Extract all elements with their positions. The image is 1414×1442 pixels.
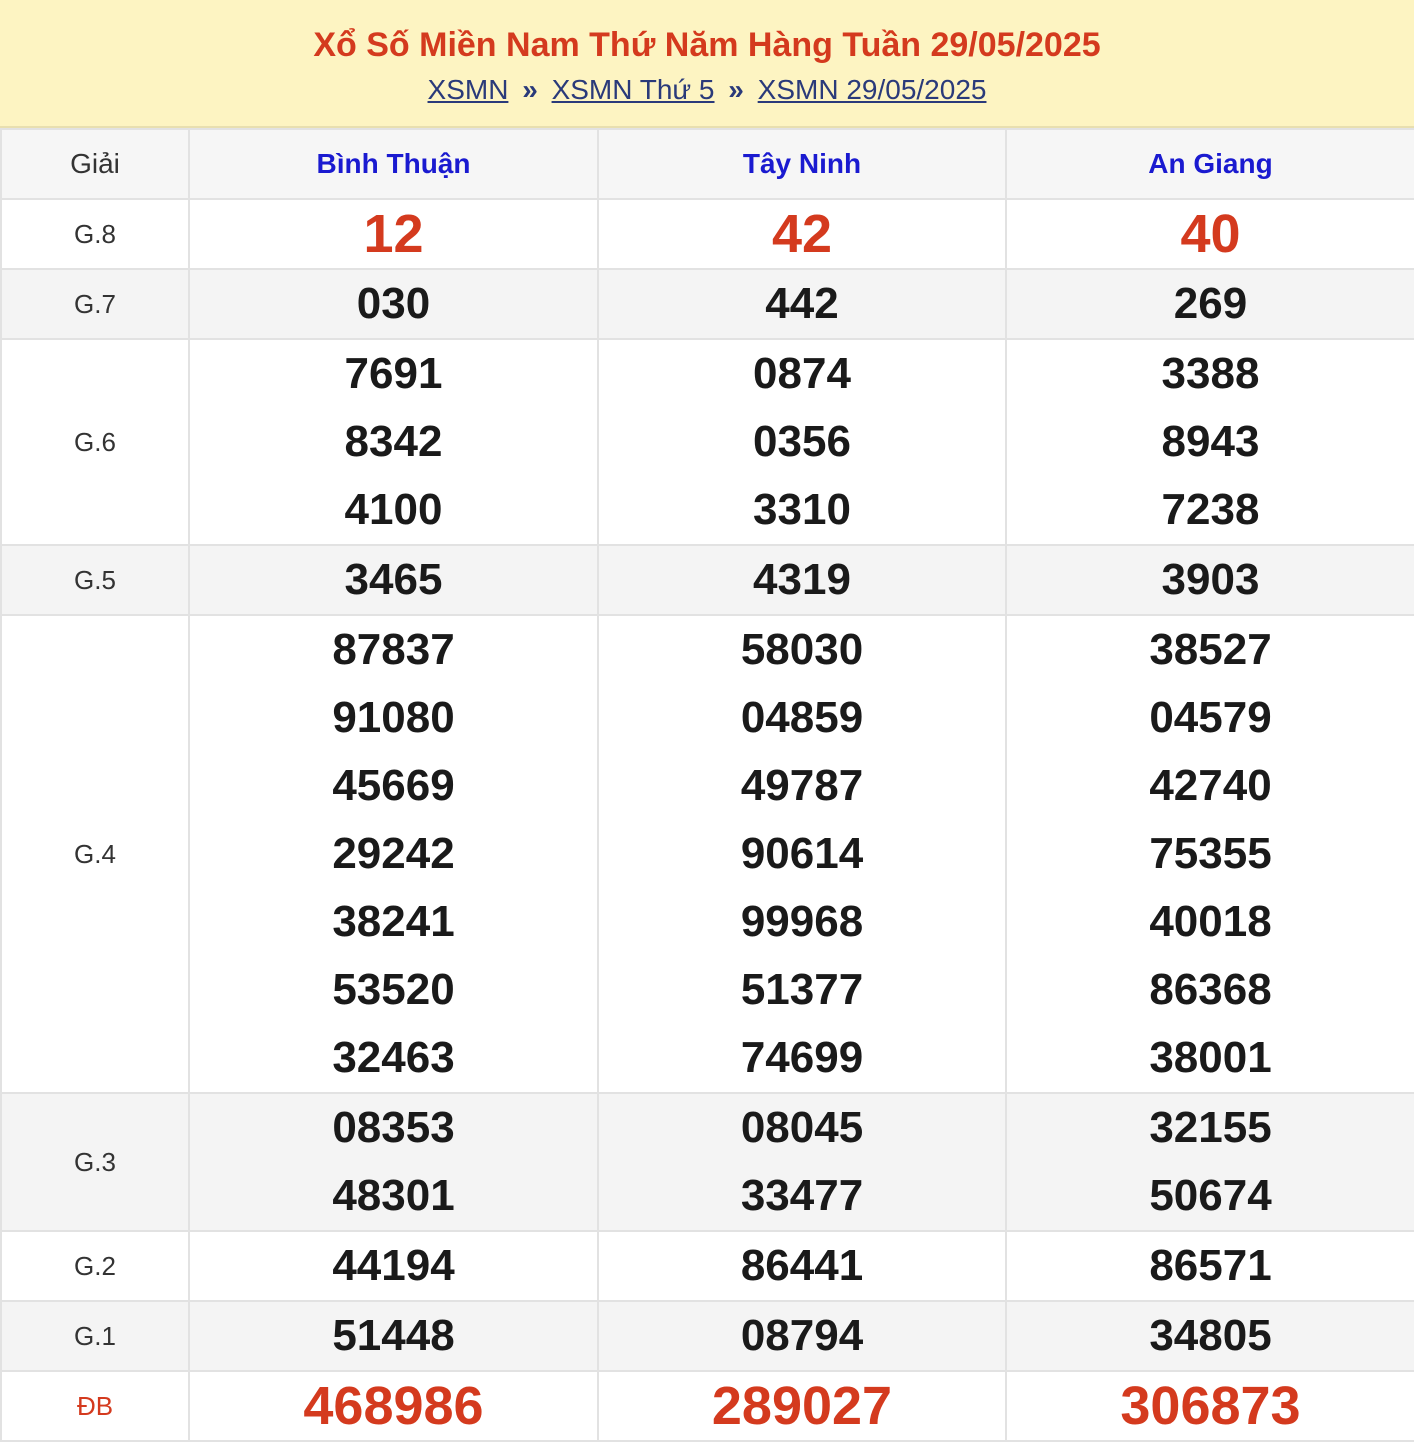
prize-number: 3465 <box>344 555 443 604</box>
prize-number: 468986 <box>303 1376 484 1436</box>
prize-number: 87837 <box>332 625 455 674</box>
prize-number: 29242 <box>332 829 455 878</box>
prize-cell <box>598 339 1006 545</box>
prize-cell <box>598 199 1006 269</box>
table-header-row <box>1 129 1414 199</box>
prize-cell <box>189 339 598 545</box>
prize-cell <box>189 269 598 339</box>
prize-number: 38001 <box>1149 1033 1272 1082</box>
results-table <box>0 128 1414 1442</box>
prize-number: 7691 <box>344 349 443 398</box>
prize-cell <box>1006 545 1414 615</box>
prize-number: 99968 <box>740 897 864 946</box>
page-header <box>0 0 1414 128</box>
prize-number: 04579 <box>1149 693 1272 742</box>
prize-number: 51448 <box>332 1311 455 1360</box>
prize-number: 289027 <box>711 1376 893 1436</box>
prize-label: G.4 <box>1 615 189 1093</box>
prize-number: 44194 <box>332 1241 455 1290</box>
prize-cell <box>189 615 598 1093</box>
prize-row <box>1 1093 1414 1231</box>
prize-number: 45669 <box>332 761 455 810</box>
prize-row <box>1 339 1414 545</box>
prize-number: 40018 <box>1149 897 1272 946</box>
prize-number: 08045 <box>740 1103 864 1152</box>
column-header-province[interactable]: Bình Thuận <box>189 129 598 199</box>
prize-label: G.7 <box>1 269 189 339</box>
prize-number: 3903 <box>1161 555 1260 604</box>
prize-number: 08794 <box>740 1311 864 1360</box>
prize-number: 306873 <box>1120 1376 1301 1436</box>
prize-number: 4319 <box>753 555 851 604</box>
page-title: Xổ Số Miền Nam Thứ Năm Hàng Tuần 29/05/2025 <box>313 26 1101 64</box>
prize-row <box>1 1371 1414 1441</box>
prize-label: G.6 <box>1 339 189 545</box>
prize-label: G.8 <box>1 199 189 269</box>
prize-number: 75355 <box>1149 829 1272 878</box>
prize-cell <box>1006 1093 1414 1231</box>
prize-row <box>1 1231 1414 1301</box>
breadcrumb-link-thu5[interactable]: XSMN Thứ 5 <box>551 74 715 105</box>
prize-cell <box>1006 1371 1414 1441</box>
prize-number: 91080 <box>332 693 455 742</box>
prize-number: 269 <box>1173 279 1248 328</box>
prize-number: 53520 <box>332 965 455 1014</box>
prize-cell <box>189 1231 598 1301</box>
prize-number: 86571 <box>1149 1241 1272 1290</box>
prize-number: 90614 <box>740 829 864 878</box>
prize-cell <box>598 1093 1006 1231</box>
prize-number: 48301 <box>332 1171 455 1220</box>
prize-cell <box>1006 269 1414 339</box>
prize-label: G.2 <box>1 1231 189 1301</box>
prize-number: 34805 <box>1149 1311 1272 1360</box>
breadcrumb-link-xsmn[interactable]: XSMN <box>427 74 509 105</box>
prize-number: 030 <box>356 279 431 328</box>
prize-row <box>1 545 1414 615</box>
prize-number: 38241 <box>332 897 455 946</box>
prize-number: 12 <box>363 204 424 264</box>
prize-cell <box>189 199 598 269</box>
breadcrumb-link-date[interactable]: XSMN 29/05/2025 <box>757 74 987 105</box>
prize-number: 32155 <box>1149 1103 1272 1152</box>
prize-cell <box>1006 199 1414 269</box>
prize-cell <box>598 545 1006 615</box>
prize-row <box>1 615 1414 1093</box>
prize-number: 7238 <box>1161 485 1260 534</box>
prize-number: 74699 <box>740 1033 864 1082</box>
prize-number: 50674 <box>1149 1171 1272 1220</box>
prize-number: 86441 <box>740 1241 864 1290</box>
prize-number: 58030 <box>740 625 864 674</box>
breadcrumb-separator: » <box>522 74 538 105</box>
prize-cell <box>1006 1231 1414 1301</box>
prize-cell <box>598 269 1006 339</box>
column-header-giai: Giải <box>1 129 189 199</box>
results-body <box>1 199 1414 1441</box>
prize-number: 3310 <box>753 485 851 534</box>
prize-number: 42 <box>771 204 833 264</box>
prize-number: 51377 <box>740 965 864 1014</box>
prize-number: 3388 <box>1161 349 1260 398</box>
breadcrumb <box>0 74 1414 106</box>
prize-cell <box>189 1093 598 1231</box>
prize-row <box>1 199 1414 269</box>
prize-label: ĐB <box>1 1371 189 1441</box>
prize-cell <box>189 1371 598 1441</box>
prize-cell <box>598 615 1006 1093</box>
prize-cell <box>1006 339 1414 545</box>
prize-cell <box>189 545 598 615</box>
prize-label: G.3 <box>1 1093 189 1231</box>
prize-number: 86368 <box>1149 965 1272 1014</box>
prize-number: 33477 <box>740 1171 864 1220</box>
prize-number: 49787 <box>740 761 864 810</box>
prize-label: G.1 <box>1 1301 189 1371</box>
prize-cell <box>1006 615 1414 1093</box>
prize-number: 32463 <box>332 1033 455 1082</box>
prize-cell <box>598 1231 1006 1301</box>
prize-number: 08353 <box>332 1103 455 1152</box>
prize-number: 442 <box>765 279 839 328</box>
prize-number: 8943 <box>1161 417 1260 466</box>
prize-label: G.5 <box>1 545 189 615</box>
prize-number: 40 <box>1180 204 1241 264</box>
prize-cell <box>598 1371 1006 1441</box>
prize-number: 04859 <box>740 693 864 742</box>
prize-number: 0874 <box>753 349 851 398</box>
prize-cell <box>1006 1301 1414 1371</box>
prize-number: 4100 <box>344 485 443 534</box>
column-header-province[interactable]: An Giang <box>1006 129 1414 199</box>
prize-row <box>1 269 1414 339</box>
prize-row <box>1 1301 1414 1371</box>
prize-number: 42740 <box>1149 761 1272 810</box>
prize-number: 8342 <box>344 417 443 466</box>
prize-number: 0356 <box>753 417 851 466</box>
prize-number: 38527 <box>1149 625 1272 674</box>
column-header-province[interactable]: Tây Ninh <box>598 129 1006 199</box>
breadcrumb-separator: » <box>728 74 744 105</box>
prize-cell <box>598 1301 1006 1371</box>
prize-cell <box>189 1301 598 1371</box>
